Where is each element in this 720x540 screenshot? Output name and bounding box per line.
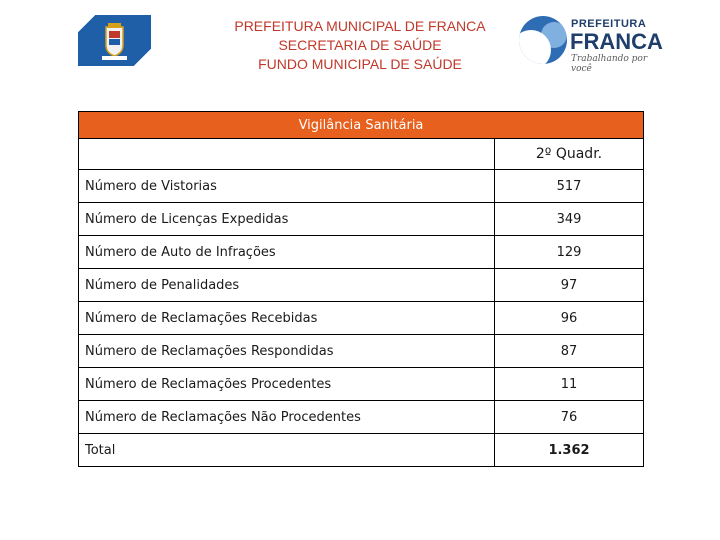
row-value: 11 [495, 368, 644, 401]
row-label: Número de Reclamações Recebidas [79, 302, 495, 335]
period-header: 2º Quadr. [495, 139, 644, 170]
table-title-row [79, 112, 644, 139]
row-label: Número de Auto de Infrações [79, 236, 495, 269]
logo-small-text: PREFEITURA [571, 18, 647, 30]
row-value: 76 [495, 401, 644, 434]
table-row [79, 236, 644, 269]
table-row [79, 401, 644, 434]
table-period-row [79, 139, 644, 170]
vigilancia-table [78, 111, 644, 467]
row-label: Número de Reclamações Respondidas [79, 335, 495, 368]
header-line-3: FUNDO MUNICIPAL DE SAÚDE [258, 56, 462, 72]
table-row [79, 368, 644, 401]
total-label: Total [79, 434, 495, 467]
row-value: 129 [495, 236, 644, 269]
row-value: 349 [495, 203, 644, 236]
header-line-1: PREFEITURA MUNICIPAL DE FRANCA [234, 18, 486, 34]
row-value: 97 [495, 269, 644, 302]
table-row [79, 203, 644, 236]
row-label: Número de Licenças Expedidas [79, 203, 495, 236]
table-row [79, 269, 644, 302]
row-label: Número de Penalidades [79, 269, 495, 302]
logo-tagline: Trabalhando por você [571, 54, 648, 74]
table-row [79, 302, 644, 335]
table-row [79, 170, 644, 203]
prefeitura-franca-logo [517, 14, 663, 74]
row-label: Número de Reclamações Procedentes [79, 368, 495, 401]
row-label: Número de Vistorias [79, 170, 495, 203]
institution-header [190, 17, 530, 74]
row-value: 96 [495, 302, 644, 335]
table-total-row [79, 434, 644, 467]
header-line-2: SECRETARIA DE SAÚDE [278, 37, 442, 53]
total-value: 1.362 [495, 434, 644, 467]
row-label: Número de Reclamações Não Procedentes [79, 401, 495, 434]
row-value: 87 [495, 335, 644, 368]
logo-big-text: FRANCA [570, 29, 663, 54]
logo-circle-icon [519, 16, 567, 64]
table-title: Vigilância Sanitária [79, 112, 644, 139]
row-value: 517 [495, 170, 644, 203]
city-coat-of-arms-logo [78, 15, 151, 66]
table-row [79, 335, 644, 368]
